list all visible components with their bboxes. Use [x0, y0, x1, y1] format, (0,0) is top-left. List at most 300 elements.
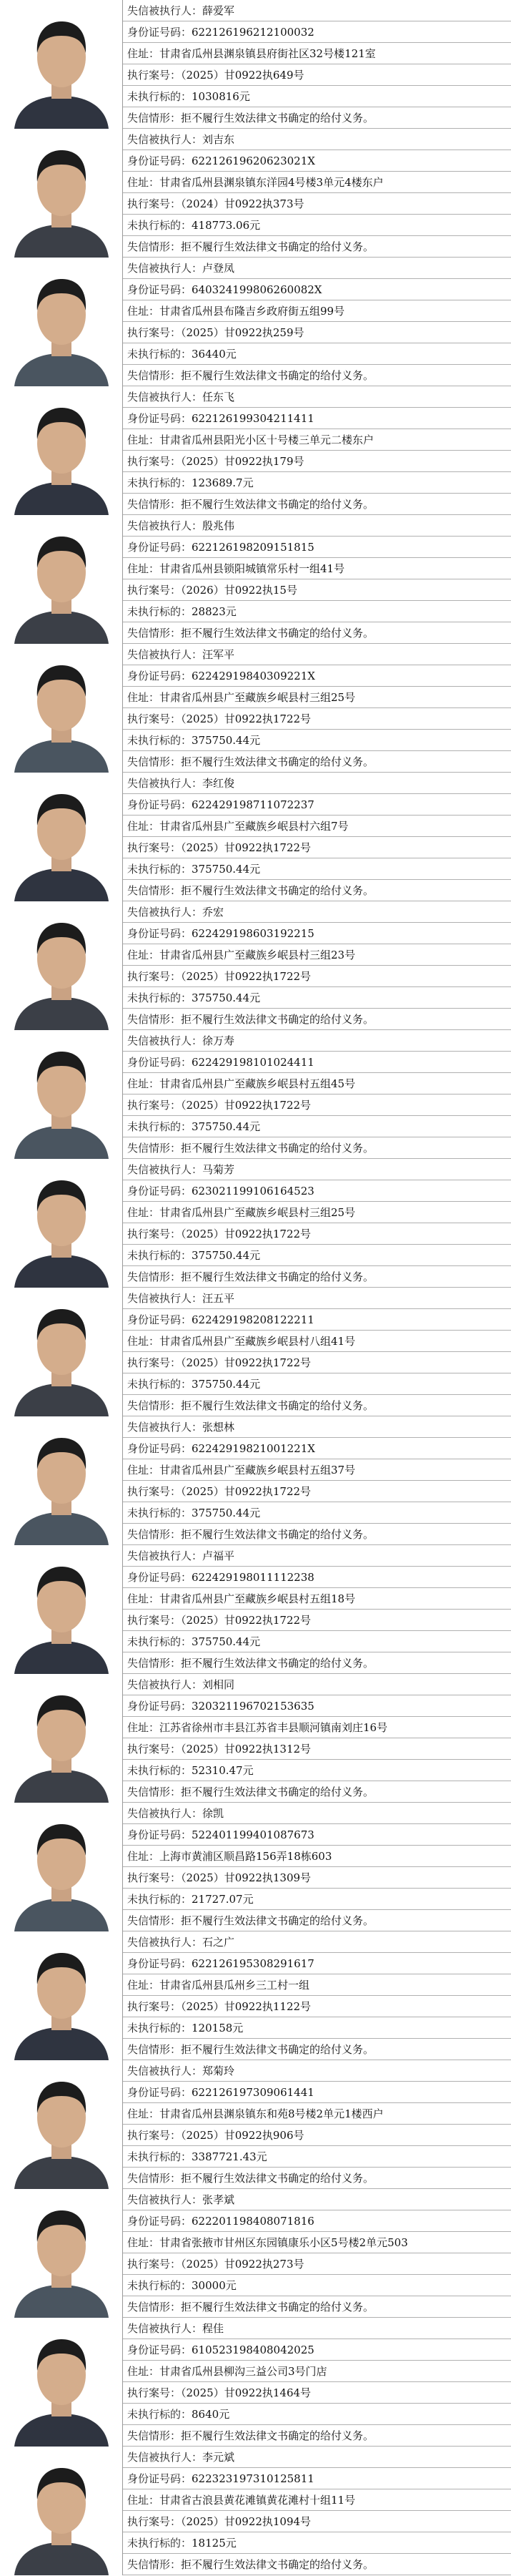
field-value: 拒不履行生效法律文书确定的给付义务。: [181, 2558, 374, 2571]
field-label: 失信被执行人：: [127, 1678, 203, 1691]
field-row-address: [123, 1202, 511, 1223]
field-label: 失信被执行人：: [127, 2451, 203, 2464]
record-details: [123, 773, 511, 901]
field-label: 身份证号码：: [127, 155, 192, 167]
field-value: 622126195308291617: [192, 1957, 314, 1970]
field-label: 身份证号码：: [127, 26, 192, 39]
field-row-address: [123, 172, 511, 193]
field-row-id: [123, 1309, 511, 1331]
record-details: [123, 1288, 511, 1416]
field-row-name: [123, 386, 511, 408]
field-row-address: [123, 816, 511, 837]
field-label: 失信被执行人：: [127, 262, 203, 275]
field-label: 未执行标的：: [127, 991, 192, 1004]
field-label: 失信被执行人：: [127, 4, 203, 17]
field-value: 622126198209151815: [192, 541, 314, 554]
field-row-id: [123, 1953, 511, 1974]
field-row-status: [123, 751, 511, 773]
field-label: 执行案号：: [127, 2000, 182, 2013]
field-row-name: [123, 129, 511, 150]
field-label: 身份证号码：: [127, 670, 192, 682]
field-value: 甘肃省瓜州县广至藏族乡岷县村五组18号: [159, 1592, 356, 1605]
field-row-name: [123, 2060, 511, 2082]
field-row-amount: [123, 1502, 511, 1524]
field-row-address: [123, 43, 511, 64]
field-row-id: [123, 279, 511, 300]
field-label: 未执行标的：: [127, 605, 192, 618]
defaulter-record: [0, 901, 511, 1030]
field-value: 622429198011112238: [192, 1571, 314, 1584]
field-label: 执行案号：: [127, 712, 182, 725]
field-value: 拒不履行生效法律文书确定的给付义务。: [181, 240, 374, 253]
field-label: 住址：: [127, 562, 160, 575]
field-row-address: [123, 1459, 511, 1481]
field-row-address: [123, 687, 511, 708]
record-details: [123, 258, 511, 386]
field-label: 失信情形：: [127, 498, 182, 511]
field-value: 拒不履行生效法律文书确定的给付义务。: [181, 2043, 374, 2056]
field-label: 失信情形：: [127, 1528, 182, 1541]
field-row-name: [123, 1931, 511, 1953]
field-label: 执行案号：: [127, 841, 182, 854]
field-row-id: [123, 408, 511, 429]
field-value: 610523198408042025: [192, 2344, 314, 2356]
field-row-name: [123, 901, 511, 923]
field-row-amount: [123, 987, 511, 1009]
field-row-amount: [123, 2017, 511, 2039]
field-value: 拒不履行生效法律文书确定的给付义务。: [181, 627, 374, 640]
field-value: 拒不履行生效法律文书确定的给付义务。: [181, 112, 374, 124]
field-row-case: [123, 1996, 511, 2017]
field-label: 住址：: [127, 1850, 160, 1863]
field-label: 失信情形：: [127, 755, 182, 768]
field-value: 甘肃省古浪县黄花滩镇黄花滩村十组11号: [159, 2494, 356, 2507]
field-label: 失信情形：: [127, 1657, 182, 1670]
field-label: 失信被执行人：: [127, 648, 203, 661]
field-value: （2025）甘0922执1722号: [181, 1228, 312, 1240]
defaulter-record: [0, 2189, 511, 2318]
field-row-amount: [123, 1116, 511, 1137]
defaulter-record: [0, 1416, 511, 1545]
field-label: 未执行标的：: [127, 2537, 192, 2550]
field-value: 52310.47元: [192, 1764, 254, 1777]
field-label: 身份证号码：: [127, 1056, 192, 1069]
field-label: 失信被执行人：: [127, 1936, 203, 1949]
field-row-address: [123, 1588, 511, 1610]
field-value: 汪五平: [202, 1292, 235, 1305]
field-label: 失信情形：: [127, 2429, 182, 2442]
field-value: 拒不履行生效法律文书确定的给付义务。: [181, 1528, 374, 1541]
field-value: 郑菊玲: [202, 2065, 235, 2077]
field-row-status: [123, 1137, 511, 1159]
defaulter-record: [0, 1288, 511, 1416]
defaulter-record: [0, 1159, 511, 1288]
record-details: [123, 2447, 511, 2575]
field-value: 1030816元: [192, 90, 250, 103]
record-details: [123, 1416, 511, 1545]
field-row-name: [123, 1416, 511, 1438]
field-label: 未执行标的：: [127, 2408, 192, 2421]
field-row-name: [123, 1288, 511, 1309]
field-row-case: [123, 2125, 511, 2146]
field-row-case: [123, 708, 511, 730]
field-label: 身份证号码：: [127, 2086, 192, 2099]
field-value: 320321196702153635: [192, 1700, 314, 1713]
field-label: 住址：: [127, 1335, 160, 1348]
field-label: 未执行标的：: [127, 1249, 192, 1262]
field-row-status: [123, 1266, 511, 1288]
field-value: 18125元: [192, 2537, 237, 2550]
field-label: 执行案号：: [127, 197, 182, 210]
portrait-photo: [0, 1674, 123, 1803]
field-row-amount: [123, 2146, 511, 2168]
field-label: 身份证号码：: [127, 798, 192, 811]
field-value: 375750.44元: [192, 734, 261, 747]
portrait-photo: [0, 644, 123, 773]
field-row-status: [123, 1009, 511, 1030]
field-row-amount: [123, 2275, 511, 2296]
defaulter-record: [0, 1803, 511, 1931]
field-value: 拒不履行生效法律文书确定的给付义务。: [181, 369, 374, 382]
field-label: 身份证号码：: [127, 1442, 192, 1455]
field-row-id: [123, 1438, 511, 1459]
portrait-photo: [0, 1159, 123, 1288]
field-label: 执行案号：: [127, 2515, 182, 2528]
portrait-photo: [0, 1931, 123, 2060]
field-row-name: [123, 258, 511, 279]
field-row-address: [123, 2489, 511, 2511]
field-row-name: [123, 1803, 511, 1824]
field-value: 汪军平: [202, 648, 235, 661]
field-label: 失信情形：: [127, 627, 182, 640]
portrait-photo: [0, 1288, 123, 1416]
field-label: 失信被执行人：: [127, 1421, 203, 1434]
field-label: 身份证号码：: [127, 2472, 192, 2485]
defaulter-record: [0, 2318, 511, 2447]
field-label: 失信被执行人：: [127, 1807, 203, 1820]
field-label: 身份证号码：: [127, 1185, 192, 1198]
field-label: 执行案号：: [127, 1614, 182, 1627]
field-label: 执行案号：: [127, 970, 182, 983]
field-value: （2025）甘0922执1122号: [181, 2000, 312, 2013]
defaulter-record: [0, 1674, 511, 1803]
field-value: 甘肃省瓜州县广至藏族乡岷县村八组41号: [159, 1335, 356, 1348]
field-label: 失信情形：: [127, 1270, 182, 1283]
field-value: 640324199806260082X: [192, 283, 322, 296]
field-value: （2025）甘0922执649号: [181, 69, 304, 82]
field-row-name: [123, 2318, 511, 2339]
field-value: 马菊芳: [202, 1163, 235, 1176]
field-value: 拒不履行生效法律文书确定的给付义务。: [181, 2429, 374, 2442]
field-row-name: [123, 2189, 511, 2210]
field-value: （2025）甘0922执1312号: [181, 1743, 312, 1755]
field-row-id: [123, 1824, 511, 1846]
field-label: 住址：: [127, 1979, 160, 1992]
field-value: 21727.07元: [192, 1893, 254, 1906]
portrait-photo: [0, 1803, 123, 1931]
field-row-id: [123, 1052, 511, 1073]
field-value: 522401199401087673: [192, 1828, 314, 1841]
record-details: [123, 386, 511, 515]
field-row-case: [123, 1867, 511, 1889]
portrait-photo: [0, 1416, 123, 1545]
field-label: 失信情形：: [127, 884, 182, 897]
field-label: 失信情形：: [127, 240, 182, 253]
field-label: 未执行标的：: [127, 476, 192, 489]
field-row-status: [123, 2425, 511, 2447]
field-label: 失信情形：: [127, 1013, 182, 1026]
field-label: 执行案号：: [127, 1743, 182, 1755]
field-label: 失信被执行人：: [127, 1292, 203, 1305]
field-value: （2025）甘0922执1722号: [181, 841, 312, 854]
portrait-photo: [0, 1545, 123, 1674]
field-row-address: [123, 1073, 511, 1094]
field-row-status: [123, 1910, 511, 1931]
field-value: 拒不履行生效法律文书确定的给付义务。: [181, 1786, 374, 1798]
field-row-status: [123, 2168, 511, 2189]
field-label: 身份证号码：: [127, 2215, 192, 2228]
field-row-amount: [123, 2404, 511, 2425]
field-label: 失信被执行人：: [127, 906, 203, 919]
field-row-name: [123, 1030, 511, 1052]
field-value: 622323197310125811: [192, 2472, 314, 2485]
portrait-photo: [0, 2060, 123, 2189]
record-details: [123, 2189, 511, 2318]
field-value: 甘肃省张掖市甘州区东园镇康乐小区5号楼2单元503: [159, 2236, 408, 2249]
field-label: 未执行标的：: [127, 1378, 192, 1391]
defaulter-record: [0, 386, 511, 515]
field-value: 上海市黄浦区顺昌路156弄18栋603: [159, 1850, 332, 1863]
defaulter-record: [0, 644, 511, 773]
field-value: 刘吉东: [202, 133, 235, 146]
field-value: 375750.44元: [192, 1507, 261, 1519]
field-row-amount: [123, 1760, 511, 1781]
field-value: 甘肃省瓜州县瓜州乡三工村一组: [159, 1979, 310, 1992]
field-value: 36440元: [192, 348, 237, 361]
field-label: 未执行标的：: [127, 219, 192, 232]
field-row-name: [123, 773, 511, 794]
field-label: 失信被执行人：: [127, 1034, 203, 1047]
field-label: 执行案号：: [127, 1485, 182, 1498]
field-value: 李元斌: [202, 2451, 235, 2464]
field-row-address: [123, 944, 511, 966]
field-label: 失信情形：: [127, 1786, 182, 1798]
field-value: 62242919821001221X: [192, 1442, 315, 1455]
field-value: 甘肃省瓜州县布隆吉乡政府街五组99号: [159, 305, 345, 318]
record-details: [123, 1674, 511, 1803]
field-row-address: [123, 1846, 511, 1867]
field-value: （2025）甘0922执259号: [181, 326, 304, 339]
portrait-photo: [0, 0, 123, 129]
field-value: 3387721.43元: [192, 2150, 267, 2163]
field-row-name: [123, 1674, 511, 1695]
field-label: 住址：: [127, 434, 160, 446]
portrait-photo: [0, 773, 123, 901]
field-row-address: [123, 429, 511, 451]
field-value: 622429198208122211: [192, 1313, 314, 1326]
field-row-id: [123, 537, 511, 558]
field-label: 住址：: [127, 1721, 160, 1734]
field-row-amount: [123, 858, 511, 880]
field-label: 住址：: [127, 1077, 160, 1090]
field-label: 执行案号：: [127, 1356, 182, 1369]
field-label: 执行案号：: [127, 1228, 182, 1240]
field-value: 拒不履行生效法律文书确定的给付义务。: [181, 755, 374, 768]
field-row-status: [123, 622, 511, 644]
field-label: 住址：: [127, 2236, 160, 2249]
field-row-amount: [123, 2532, 511, 2554]
field-value: （2025）甘0922执1722号: [181, 712, 312, 725]
field-label: 失信被执行人：: [127, 2065, 203, 2077]
field-row-case: [123, 2382, 511, 2404]
field-label: 身份证号码：: [127, 1571, 192, 1584]
field-value: 30000元: [192, 2279, 237, 2292]
field-value: 徐凯: [202, 1807, 224, 1820]
field-row-address: [123, 558, 511, 579]
record-details: [123, 515, 511, 644]
field-value: 拒不履行生效法律文书确定的给付义务。: [181, 1270, 374, 1283]
field-label: 失信被执行人：: [127, 133, 203, 146]
portrait-photo: [0, 2189, 123, 2318]
field-row-name: [123, 515, 511, 537]
field-label: 住址：: [127, 1206, 160, 1219]
field-label: 执行案号：: [127, 69, 182, 82]
field-label: 住址：: [127, 305, 160, 318]
field-label: 身份证号码：: [127, 1828, 192, 1841]
field-label: 身份证号码：: [127, 927, 192, 940]
defaulter-record: [0, 515, 511, 644]
field-row-id: [123, 923, 511, 944]
defaulter-record: [0, 129, 511, 258]
field-value: 拒不履行生效法律文书确定的给付义务。: [181, 498, 374, 511]
field-value: 殷兆伟: [202, 519, 235, 532]
field-row-address: [123, 2232, 511, 2253]
field-value: 62212619620623021X: [192, 155, 315, 167]
field-row-status: [123, 107, 511, 129]
field-label: 失信情形：: [127, 2558, 182, 2571]
field-value: （2026）甘0922执15号: [181, 584, 297, 597]
field-value: 拒不履行生效法律文书确定的给付义务。: [181, 1013, 374, 1026]
field-value: 任东飞: [202, 391, 235, 403]
field-label: 身份证号码：: [127, 541, 192, 554]
field-label: 身份证号码：: [127, 2344, 192, 2356]
field-row-amount: [123, 730, 511, 751]
field-label: 失信情形：: [127, 1914, 182, 1927]
field-row-status: [123, 2554, 511, 2575]
record-details: [123, 0, 511, 129]
field-label: 住址：: [127, 176, 160, 189]
field-value: 甘肃省瓜州县广至藏族乡岷县村五组45号: [159, 1077, 356, 1090]
field-label: 失信情形：: [127, 2043, 182, 2056]
record-details: [123, 644, 511, 773]
field-row-case: [123, 1738, 511, 1760]
field-row-address: [123, 2361, 511, 2382]
field-row-case: [123, 837, 511, 858]
field-row-case: [123, 579, 511, 601]
field-value: 622126199304211411: [192, 412, 314, 425]
record-details: [123, 129, 511, 258]
defaulter-record: [0, 773, 511, 901]
field-value: 甘肃省瓜州县柳沟三益公司3号门店: [159, 2365, 327, 2378]
field-value: （2025）甘0922执273号: [181, 2258, 304, 2271]
record-details: [123, 1803, 511, 1931]
field-value: 622429198101024411: [192, 1056, 314, 1069]
field-row-amount: [123, 86, 511, 107]
field-label: 身份证号码：: [127, 1700, 192, 1713]
field-row-address: [123, 2103, 511, 2125]
portrait-photo: [0, 258, 123, 386]
field-row-id: [123, 1567, 511, 1588]
field-value: 375750.44元: [192, 1378, 261, 1391]
field-value: （2025）甘0922执179号: [181, 455, 304, 468]
field-value: 622429198711072237: [192, 798, 314, 811]
field-label: 住址：: [127, 820, 160, 833]
field-row-id: [123, 665, 511, 687]
field-row-address: [123, 1717, 511, 1738]
field-row-amount: [123, 601, 511, 622]
field-row-address: [123, 1974, 511, 1996]
field-row-case: [123, 1352, 511, 1373]
field-row-case: [123, 451, 511, 472]
field-label: 未执行标的：: [127, 1764, 192, 1777]
field-label: 失信被执行人：: [127, 1549, 203, 1562]
field-label: 失信被执行人：: [127, 777, 203, 790]
field-value: 甘肃省瓜州县广至藏族乡岷县村三组25号: [159, 691, 356, 704]
field-row-id: [123, 2210, 511, 2232]
portrait-photo: [0, 2447, 123, 2575]
field-row-case: [123, 193, 511, 215]
field-row-case: [123, 1223, 511, 1245]
field-row-status: [123, 494, 511, 515]
field-value: 622126197309061441: [192, 2086, 314, 2099]
field-row-case: [123, 1481, 511, 1502]
field-row-amount: [123, 1373, 511, 1395]
field-value: 江苏省徐州市丰县江苏省丰县顺河镇南刘庄16号: [159, 1721, 388, 1734]
field-label: 未执行标的：: [127, 863, 192, 876]
field-label: 住址：: [127, 47, 160, 60]
field-label: 住址：: [127, 949, 160, 961]
field-row-name: [123, 644, 511, 665]
field-row-amount: [123, 1245, 511, 1266]
field-value: 拒不履行生效法律文书确定的给付义务。: [181, 2301, 374, 2313]
field-label: 身份证号码：: [127, 1957, 192, 1970]
field-label: 失信被执行人：: [127, 1163, 203, 1176]
field-value: 卢登凤: [202, 262, 235, 275]
field-label: 执行案号：: [127, 1871, 182, 1884]
defaulter-record: [0, 1931, 511, 2060]
field-label: 失信情形：: [127, 2301, 182, 2313]
field-value: （2025）甘0922执906号: [181, 2129, 304, 2142]
field-value: （2025）甘0922执1722号: [181, 1356, 312, 1369]
field-value: （2025）甘0922执1722号: [181, 1614, 312, 1627]
field-value: 徐万寿: [202, 1034, 235, 1047]
field-label: 未执行标的：: [127, 348, 192, 361]
field-label: 失信被执行人：: [127, 2193, 203, 2206]
field-value: 120158元: [192, 2022, 244, 2034]
portrait-photo: [0, 129, 123, 258]
field-value: 123689.7元: [192, 476, 254, 489]
field-label: 未执行标的：: [127, 1507, 192, 1519]
field-label: 失信被执行人：: [127, 519, 203, 532]
field-value: 375750.44元: [192, 1120, 261, 1133]
field-label: 住址：: [127, 1592, 160, 1605]
field-label: 身份证号码：: [127, 283, 192, 296]
defaulter-record: [0, 258, 511, 386]
field-value: 石之广: [202, 1936, 235, 1949]
field-row-name: [123, 2447, 511, 2468]
field-label: 未执行标的：: [127, 2279, 192, 2292]
field-row-status: [123, 2296, 511, 2318]
